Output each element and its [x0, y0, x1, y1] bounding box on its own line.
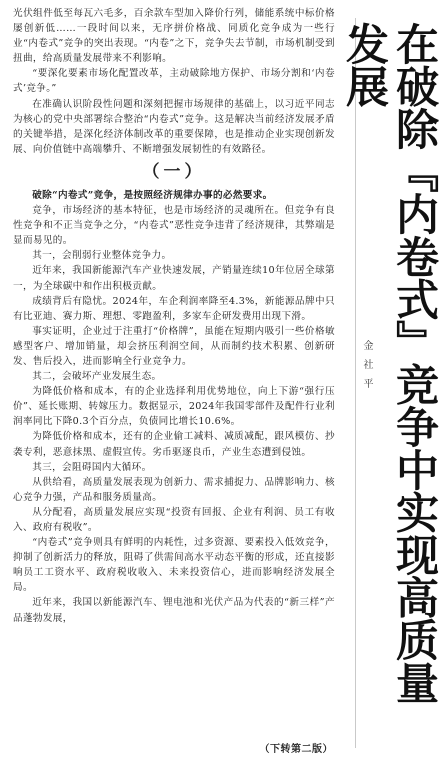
paragraph: 为降低价格和成本，有的企业选择利用优势地位，向上下游“强行压价”、延长账期、转嫁压力。数据显示，2024年我国零部件及配件行业利润率同比下降0.3个百分点，负债同比增长10.6%。	[13, 386, 335, 428]
section-heading: （一）	[142, 161, 206, 182]
intro-paragraphs	[13, 6, 335, 157]
paragraph: 为降低价格和成本，还有的企业偷工减料、减质减配，跟风模仿、抄袭专利，恶意抹黑、虚假宣传。劣币驱逐良币，产业生态遭到侵蚀。	[13, 431, 335, 458]
headline: 在破除『内卷式』竞争中实现高质量发展	[339, 22, 439, 704]
paragraph: 近年来，我国以新能源汽车、锂电池和光伏产品为代表的“新三样”产品蓬勃发展，	[13, 597, 335, 624]
paragraph: 破除“内卷式”竞争，是按照经济规律办事的必然要求。	[32, 189, 273, 201]
paragraph: 光伏组件低至每瓦六毛多，百余款车型加入降价行列，储能系统中标价格屡创新低……一段时间以来，无序拼价格战、同质化竞争成为一些行业“内卷式”竞争的突出表现。“内卷”之下，竞争失去节制，市场机制受到扭曲，给高质量发展带来不利影响。	[13, 8, 335, 65]
paragraph: 在准确认识阶段性问题和深刻把握市场规律的基础上，以习近平同志为核心的党中央部署综合整治“内卷式”竞争。这是解决当前经济发展矛盾的关键举措，是深化经济体制改革的重要保障，也是推动企业实现创新发展、向价值链中高端攀升、不断增强发展韧性的有效路径。	[13, 98, 335, 155]
paragraph: 其三，会阻碍国内大循环。	[32, 461, 152, 473]
article-body	[13, 6, 335, 626]
section-paragraphs	[13, 188, 335, 626]
paragraph: 事实证明，企业过于注重打“价格牌”，虽能在短期内吸引一些价格敏感型客户、增加销量，却会挤压利润空间，从而制约技术积累、创新研发、售后投入，进而影响全行业竞争力。	[13, 325, 335, 367]
paragraph: 成绩背后有隐忧。2024年，车企利润率降至4.3%，新能源品牌中只有比亚迪、赛力斯、理想、零跑盈利，多家车企研发费用出现下滑。	[13, 295, 335, 322]
paragraph: 近年来，我国新能源汽车产业快速发展，产销量连续10年位居全球第一，为全球碳中和作出积极贡献。	[13, 265, 335, 292]
column-divider	[355, 18, 356, 748]
paragraph: 其二，会破坏产业发展生态。	[32, 371, 162, 383]
paragraph: 从分配看，高质量发展应实现“投资有回报、企业有利润、员工有收入、政府有税收”。	[13, 506, 335, 533]
paragraph: 其一，会削弱行业整体竞争力。	[32, 250, 172, 262]
author-byline: 金 社 平	[361, 340, 372, 392]
continued-note: （下转第二版）	[259, 744, 333, 755]
paragraph: 竞争，市场经济的基本特征，也是市场经济的灵魂所在。但竞争有良性竞争和不正当竞争之分，“内卷式”恶性竞争违背了经济规律，其弊端是显而易见的。	[13, 205, 335, 247]
paragraph: 从供给看，高质量发展表现为创新力、需求捕捉力、品牌影响力、核心竞争力强，产品和服务质量高。	[13, 476, 335, 503]
paragraph: “内卷式”竞争则具有鲜明的内耗性，过多资源、要素投入低效竞争，抑制了创新活力的释放，阻碍了供需间高水平动态平衡的形成，还直接影响员工工资水平、政府税收收入、未来投资信心，进而影响经济发展全局。	[13, 537, 335, 594]
paragraph: “要深化要素市场化配置改革，主动破除地方保护、市场分割和‘内卷式’竞争。”	[13, 68, 335, 95]
